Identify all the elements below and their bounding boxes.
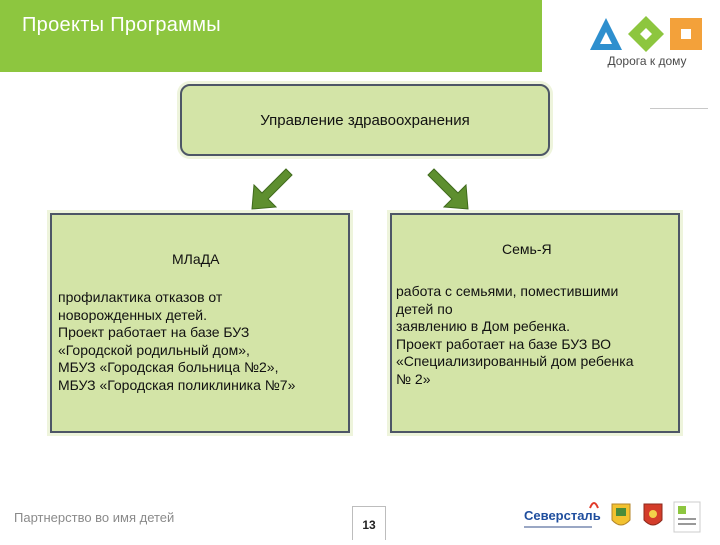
severstal-logo-icon [524,503,601,528]
card-body-line: МБУЗ «Городская больница №2», [58,359,279,375]
coat-of-arms-1-icon [612,504,630,525]
top-box-health-department [180,84,550,156]
sponsor-logo-text: Северсталь [524,508,601,523]
divider [650,108,708,109]
page-number: 13 [352,506,386,540]
card-body [396,283,678,388]
card-body-line: профилактика отказов от [58,289,223,305]
arrow-down-left-icon [246,165,296,215]
arrow-down-right-icon [424,165,474,215]
footer-logos [520,494,720,540]
footer-logos-graphic [520,494,720,540]
fund-logo-icon [674,502,700,532]
program-logo [582,14,712,74]
logo-shapes [582,14,712,54]
card-body-line: № 2» [396,370,431,387]
header-bar [0,0,542,72]
card-title: МЛаДА [172,251,220,267]
card-body-line: «Городской родильный дом», [58,341,250,358]
card-title: Семь-Я [502,241,552,257]
card-body-line: работа с семьями, поместившими [396,283,619,299]
project-card-semya [390,213,680,433]
card-body [58,289,348,394]
project-card-mlada [50,213,350,433]
orange-square-icon [670,18,702,50]
card-body-line: Проект работает на базе БУЗ [58,324,250,340]
top-box-label: Управление здравоохранения [260,111,470,129]
card-body-line: Проект работает на базе БУЗ ВО [396,335,611,352]
card-body-line: новорожденных детей. [58,306,207,323]
card-body-line: МБУЗ «Городская поликлиника №7» [58,376,296,393]
card-body-line: заявлению в Дом ребенка. [396,318,570,334]
blue-triangle-icon [590,18,622,50]
green-diamond-icon [628,16,664,52]
card-body-line: детей по [396,300,453,317]
card-body-line: «Специализированный дом ребенка [396,353,634,369]
page-title: Проекты Программы [22,14,221,36]
logo-caption: Дорога к дому [607,54,687,68]
footer-partner-text: Партнерство во имя детей [14,510,175,525]
coat-of-arms-2-icon [644,504,662,525]
